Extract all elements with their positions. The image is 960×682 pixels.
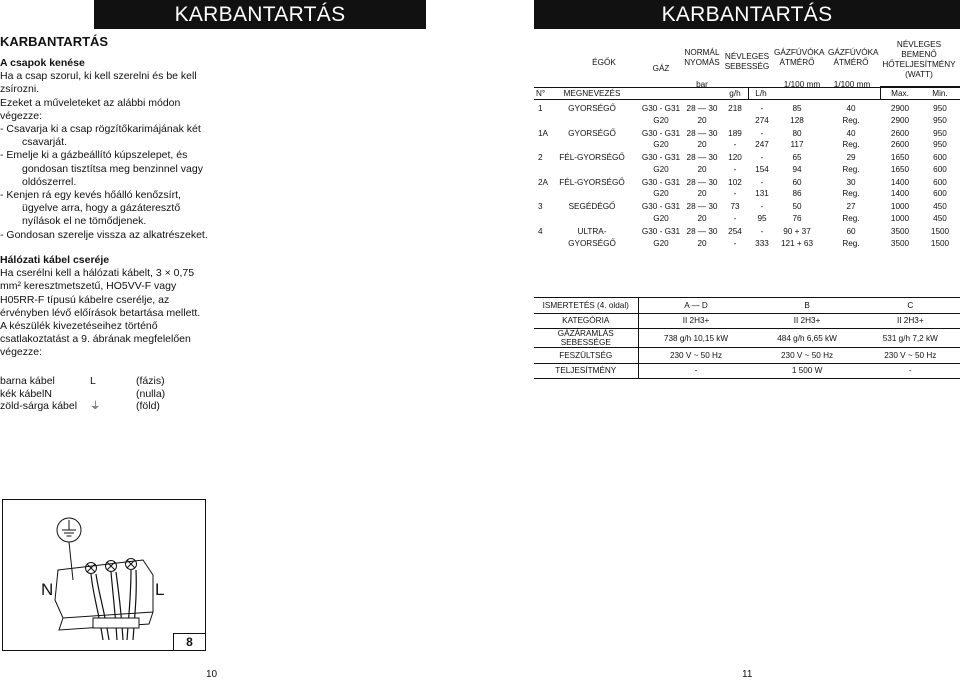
burner-d2-value: 60 bbox=[846, 227, 856, 236]
burner-min-value: 1500 bbox=[930, 238, 950, 248]
burner-number: 3 bbox=[538, 202, 543, 212]
live-label: L bbox=[155, 580, 165, 599]
burner-bar-value: 28 — 30 bbox=[686, 227, 718, 236]
cable-section bbox=[0, 254, 215, 360]
header-bar: bar bbox=[696, 80, 708, 89]
burner-min-value: 600 bbox=[933, 153, 947, 163]
wiring-diagram bbox=[2, 499, 206, 651]
burner-max-value: 3500 bbox=[890, 238, 910, 248]
burner-gh-value: 254 bbox=[728, 227, 742, 236]
wiring-list bbox=[0, 375, 165, 413]
header-lh: L/h bbox=[755, 89, 767, 98]
burner-lh-value: 247 bbox=[755, 140, 769, 150]
burner-gas-value: G20 bbox=[653, 213, 669, 223]
burner-d2-value: Reg. bbox=[842, 140, 860, 150]
header-gh: g/h bbox=[729, 89, 741, 98]
terminal-block-drawing bbox=[3, 500, 204, 649]
burner-gas-value: G30 - G31 bbox=[641, 128, 681, 138]
spec-label: KATEGÓRIA bbox=[534, 313, 638, 329]
burner-d1-value: 128 bbox=[790, 115, 804, 125]
burner-number: 4 bbox=[538, 227, 543, 236]
header-n: N° bbox=[536, 89, 546, 98]
page-banner-right: KARBANTARTÁS bbox=[534, 0, 960, 29]
burner-lh-value: - bbox=[760, 177, 764, 187]
spec-label: ISMERTETÉS (4. oldal) bbox=[534, 298, 638, 314]
wiring-cable: zöld-sárga kábel bbox=[0, 400, 78, 412]
burner-d2-value: Reg. bbox=[842, 115, 860, 125]
header-mm-2: 1/100 mm bbox=[833, 80, 871, 89]
burner-gh-value: 189 bbox=[728, 128, 742, 138]
burner-d2-value: Reg. bbox=[842, 189, 860, 199]
burner-bar-value: 28 — 30 bbox=[686, 153, 718, 163]
wiring-cable: barna kábel bbox=[0, 375, 55, 387]
header-bemeno: NÉVLEGES BEMENŐ HŐTELJESÍTMÉNY (WATT) bbox=[882, 40, 956, 79]
burner-gas-value: G20 bbox=[653, 189, 669, 199]
spec-value: II 2H3+ bbox=[638, 313, 754, 329]
tap-step-4: - Gondosan szerelje vissza az alkatrészeket. bbox=[0, 228, 208, 241]
burner-lh-value: - bbox=[760, 153, 764, 163]
spec-value: II 2H3+ bbox=[754, 313, 861, 329]
spec-value: 230 V ~ 50 Hz bbox=[754, 348, 861, 364]
spec-label: GÁZÁRAMLÁS SEBESSÉGE bbox=[534, 329, 638, 348]
burner-d1-value: 121 + 63 bbox=[780, 238, 814, 248]
spec-row bbox=[534, 298, 960, 314]
burner-d1-value: 85 bbox=[792, 104, 802, 113]
burner-max-value: 2900 bbox=[890, 104, 910, 113]
burner-d1-value: 90 + 37 bbox=[783, 227, 811, 236]
spec-value: 531 g/h 7,2 kW bbox=[861, 329, 960, 348]
burner-max-value: 1000 bbox=[890, 213, 910, 223]
burner-bar-value: 20 bbox=[697, 164, 707, 174]
burner-min-value: 600 bbox=[933, 189, 947, 199]
spec-value: B bbox=[754, 298, 861, 314]
burner-gh-value: - bbox=[733, 189, 737, 199]
burner-gh-value: - bbox=[733, 238, 737, 248]
burner-max-value: 2900 bbox=[890, 115, 910, 125]
burner-number: 1 bbox=[538, 104, 543, 113]
tap-step-2: - Emelje ki a gázbeállító kúpszelepet, és gondosan tisztítsa meg benzinnel vagy oldószerrel. bbox=[0, 149, 203, 188]
burner-lh-value: - bbox=[760, 202, 764, 212]
wiring-row bbox=[0, 400, 165, 413]
wiring-row bbox=[0, 388, 165, 401]
burner-name: GYORSÉGŐ bbox=[568, 128, 616, 138]
burner-lh-value: - bbox=[760, 227, 764, 236]
tap-section bbox=[0, 57, 215, 242]
appliance-spec-table bbox=[534, 297, 960, 379]
burner-d2-value: 40 bbox=[846, 104, 856, 113]
burner-bar-value: 20 bbox=[697, 189, 707, 199]
wiring-note: (nulla) bbox=[136, 387, 166, 400]
burner-name: GYORSÉGŐ bbox=[568, 104, 616, 113]
burner-min-value: 950 bbox=[933, 104, 947, 113]
cable-paragraph-2: A készülék kivezetéseihez történő csatlakoztatást a 9. ábrának megfelelően végezze: bbox=[0, 320, 191, 359]
burner-bar-value: 28 — 30 bbox=[686, 128, 718, 138]
burner-number: 2 bbox=[538, 153, 543, 163]
burner-d2-value: 30 bbox=[846, 177, 856, 187]
header-fuvoka-2: GÁZFÚVÓKA ÁTMÉRŐ bbox=[828, 48, 879, 67]
wiring-row bbox=[0, 375, 165, 388]
spec-row bbox=[534, 313, 960, 329]
page-number-right: 11 bbox=[742, 669, 753, 680]
burner-gh-value: 218 bbox=[728, 104, 742, 113]
burner-gas-value: G20 bbox=[653, 164, 669, 174]
spec-value: - bbox=[638, 363, 754, 379]
burner-bar-value: 28 — 30 bbox=[686, 177, 718, 187]
burner-gas-value: G20 bbox=[653, 140, 669, 150]
cable-heading: Hálózati kábel cseréje bbox=[0, 254, 110, 266]
burner-table bbox=[534, 40, 960, 248]
spec-value: A — D bbox=[638, 298, 754, 314]
spec-label: FESZÜLTSÉG bbox=[534, 348, 638, 364]
tap-paragraph-2: Ezeket a műveleteket az alábbi módon végezze: bbox=[0, 96, 181, 122]
page-number-left: 10 bbox=[206, 669, 218, 680]
burner-gas-value: G30 - G31 bbox=[641, 202, 681, 212]
burner-max-value: 1650 bbox=[890, 164, 910, 174]
burner-min-value: 450 bbox=[933, 202, 947, 212]
burner-bar-value: 28 — 30 bbox=[686, 104, 718, 113]
burner-gh-value: 120 bbox=[728, 153, 742, 163]
header-egok: ÉGŐK bbox=[592, 58, 616, 67]
spec-row bbox=[534, 363, 960, 379]
spec-value: II 2H3+ bbox=[861, 313, 960, 329]
header-normal-nyomas: NORMÁL NYOMÁS bbox=[684, 48, 720, 67]
neutral-label: N bbox=[41, 580, 54, 599]
burner-min-value: 600 bbox=[933, 177, 947, 187]
burner-gas-value: G20 bbox=[653, 238, 669, 248]
burner-gh-value: - bbox=[733, 164, 737, 174]
burner-gas-value: G30 - G31 bbox=[641, 177, 681, 187]
header-megnevezes: MEGNEVEZÉS bbox=[563, 89, 621, 98]
burner-name: ULTRA- bbox=[577, 227, 607, 236]
burner-gh-value: - bbox=[733, 140, 737, 150]
burner-gh-value: 73 bbox=[730, 202, 740, 212]
wiring-terminal: ⏚ bbox=[90, 400, 101, 412]
tap-paragraph-1: Ha a csap szorul, ki kell szerelni és be kell zsírozni. bbox=[0, 70, 197, 96]
spec-row bbox=[534, 348, 960, 364]
burner-lh-value: 95 bbox=[757, 213, 767, 223]
burner-d1-value: 60 bbox=[792, 177, 802, 187]
burner-d2-value: Reg. bbox=[842, 238, 860, 248]
burner-bar-value: 20 bbox=[697, 213, 707, 223]
burner-name: FÉL-GYORSÉGŐ bbox=[559, 153, 625, 163]
burner-gas-value: G30 - G31 bbox=[641, 153, 681, 163]
burner-min-value: 600 bbox=[933, 164, 947, 174]
spec-value: 230 V ~ 50 Hz bbox=[861, 348, 960, 364]
wiring-cable: kék kábelN bbox=[0, 387, 52, 400]
burner-max-value: 1650 bbox=[890, 153, 910, 163]
spec-label: TELJESÍTMÉNY bbox=[534, 363, 638, 379]
tap-heading: A csapok kenése bbox=[0, 57, 85, 69]
burner-max-value: 1400 bbox=[890, 177, 910, 187]
burner-max-value: 2600 bbox=[890, 140, 910, 150]
burner-lh-value: 154 bbox=[755, 164, 769, 174]
burner-d2-value: 27 bbox=[846, 202, 856, 212]
header-min: Min. bbox=[932, 89, 948, 98]
burner-bar-value: 28 — 30 bbox=[686, 202, 718, 212]
spec-value: - bbox=[861, 363, 960, 379]
spec-value: C bbox=[861, 298, 960, 314]
burner-lh-value: - bbox=[760, 104, 764, 113]
burner-bar-value: 20 bbox=[697, 238, 707, 248]
burner-d2-value: 29 bbox=[846, 153, 856, 163]
burner-d1-value: 65 bbox=[792, 153, 802, 163]
burner-bar-value: 20 bbox=[697, 115, 707, 125]
burner-d2-value: Reg. bbox=[842, 213, 860, 223]
figure-number: 8 bbox=[173, 633, 206, 651]
burner-min-value: 950 bbox=[933, 115, 947, 125]
spec-value: 738 g/h 10,15 kW bbox=[638, 329, 754, 348]
burner-d1-value: 117 bbox=[790, 140, 804, 150]
wiring-terminal bbox=[90, 388, 136, 401]
spec-value: 230 V ~ 50 Hz bbox=[638, 348, 754, 364]
burner-d2-value: Reg. bbox=[842, 164, 860, 174]
burner-number: 2A bbox=[538, 177, 549, 187]
page-banner-left: KARBANTARTÁS bbox=[94, 0, 426, 29]
tap-step-3: - Kenjen rá egy kevés hőálló kenőzsírt, ügyelve arra, hogy a gázáteresztő nyílások el ne tömődjenek. bbox=[0, 189, 181, 228]
burner-gas-value: G20 bbox=[653, 115, 669, 125]
spec-value: 484 g/h 6,65 kW bbox=[754, 329, 861, 348]
burner-min-value: 950 bbox=[933, 128, 947, 138]
burner-lh-value: 131 bbox=[755, 189, 769, 199]
burner-gas-value: G30 - G31 bbox=[641, 104, 681, 113]
header-fuvoka-1: GÁZFÚVÓKA ÁTMÉRŐ bbox=[774, 48, 825, 67]
header-mm-1: 1/100 mm bbox=[783, 80, 821, 89]
burner-max-value: 1400 bbox=[890, 189, 910, 199]
wiring-note: (fázis) bbox=[136, 375, 165, 387]
burner-name: FÉL-GYORSÉGŐ bbox=[559, 177, 625, 187]
tap-step-1: - Csavarja ki a csap rögzítőkarimájának két csavarját. bbox=[0, 123, 201, 149]
burner-min-value: 450 bbox=[933, 213, 947, 223]
spec-value: 1 500 W bbox=[754, 363, 861, 379]
burner-name: GYORSÉGŐ bbox=[568, 238, 616, 248]
burner-min-value: 1500 bbox=[930, 227, 950, 236]
burner-gh-value: 102 bbox=[728, 177, 742, 187]
burner-bar-value: 20 bbox=[697, 140, 707, 150]
header-max: Max. bbox=[891, 89, 909, 98]
burner-d1-value: 80 bbox=[792, 128, 802, 138]
wiring-terminal: L bbox=[90, 375, 96, 387]
burner-d1-value: 94 bbox=[792, 164, 802, 174]
wiring-note: (föld) bbox=[136, 400, 160, 412]
burner-name: SEGÉDÉGŐ bbox=[568, 202, 616, 212]
burner-d1-value: 86 bbox=[792, 189, 802, 199]
burner-lh-value: - bbox=[760, 128, 764, 138]
left-page bbox=[0, 0, 470, 682]
burner-max-value: 3500 bbox=[890, 227, 910, 236]
cable-paragraph-1: Ha cserélni kell a hálózati kábelt, 3 × 0,75 mm² keresztmetszetű, HO5VV-F vagy H05RR-F típusú kábelre cserélje, az érvényben lévő előírások betartása mellett. bbox=[0, 267, 201, 319]
burner-gh-value: - bbox=[733, 213, 737, 223]
section-title: KARBANTARTÁS bbox=[0, 34, 109, 49]
burner-min-value: 950 bbox=[933, 140, 947, 150]
burner-d1-value: 76 bbox=[792, 213, 802, 223]
burner-gas-value: G30 - G31 bbox=[641, 227, 681, 236]
burner-lh-value: 274 bbox=[755, 115, 769, 125]
burner-number: 1A bbox=[538, 128, 549, 138]
burner-d1-value: 50 bbox=[792, 202, 802, 212]
spec-row bbox=[534, 329, 960, 348]
header-gaz: GÁZ bbox=[652, 64, 670, 73]
header-nevleges-sebesseg: NÉVLEGES SEBESSÉG bbox=[724, 52, 770, 71]
burner-max-value: 2600 bbox=[890, 128, 910, 138]
burner-max-value: 1000 bbox=[890, 202, 910, 212]
burner-d2-value: 40 bbox=[846, 128, 856, 138]
burner-lh-value: 333 bbox=[755, 238, 769, 248]
